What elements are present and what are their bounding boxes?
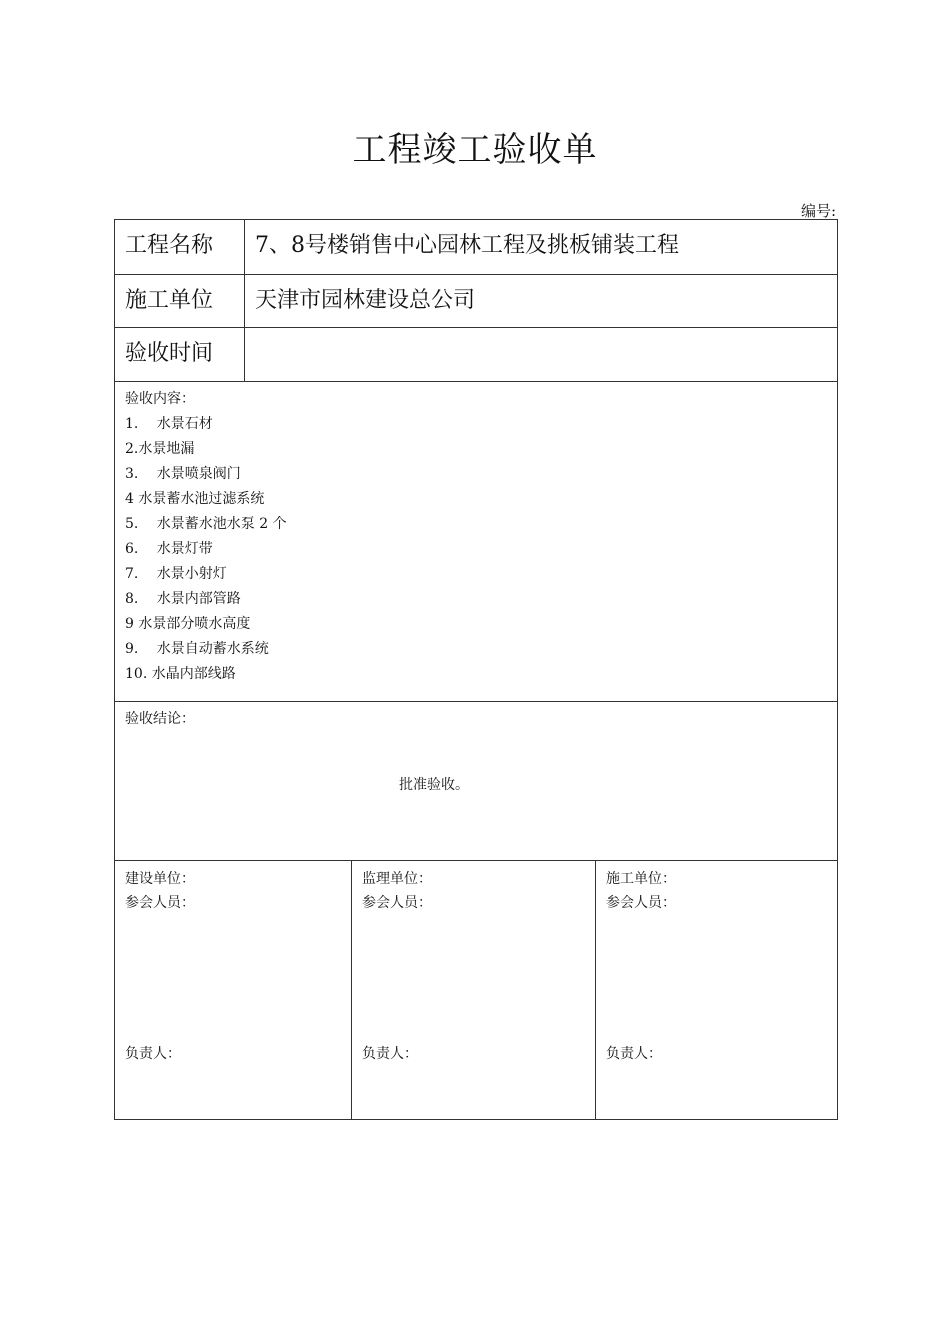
contractor-signature-cell bbox=[596, 861, 837, 1119]
list-item: 7. 水景小射灯 bbox=[125, 566, 227, 582]
signature-row bbox=[115, 861, 837, 1119]
content-row bbox=[115, 382, 837, 702]
responsible-label: 负责人： bbox=[125, 1046, 181, 1062]
list-item: 9. 水景自动蓄水系统 bbox=[125, 641, 269, 657]
responsible-label: 负责人： bbox=[606, 1046, 662, 1062]
list-item: 6. 水景灯带 bbox=[125, 541, 213, 557]
conclusion-text: 批准验收。 bbox=[399, 777, 469, 793]
project-name-value: 7、8号楼销售中心园林工程及挑板铺装工程 bbox=[255, 233, 679, 258]
acceptance-time-label: 验收时间 bbox=[115, 328, 245, 381]
acceptance-conclusion-section bbox=[115, 702, 837, 860]
serial-number-label: 编号: bbox=[800, 202, 836, 220]
owner-signature-cell bbox=[115, 861, 352, 1119]
project-name-row bbox=[115, 220, 837, 275]
attendees-label: 参会人员： bbox=[125, 895, 195, 911]
list-item: 5. 水景蓄水池水泵 2 个 bbox=[125, 516, 287, 532]
supervisor-signature-cell bbox=[352, 861, 596, 1119]
page-title: 工程竣工验收单 bbox=[352, 130, 598, 170]
acceptance-time-row bbox=[115, 328, 837, 382]
list-item: 9 水景部分喷水高度 bbox=[125, 616, 251, 632]
attendees-label: 参会人员： bbox=[606, 895, 676, 911]
contractor-value: 天津市园林建设总公司 bbox=[255, 288, 476, 313]
list-item: 2.水景地漏 bbox=[125, 441, 195, 457]
conclusion-header: 验收结论： bbox=[125, 711, 195, 727]
list-item: 10. 水晶内部线路 bbox=[125, 666, 236, 682]
list-item: 1. 水景石材 bbox=[125, 416, 213, 432]
unit-label: 监理单位： bbox=[362, 871, 432, 887]
project-name-label: 工程名称 bbox=[115, 220, 245, 274]
list-item: 8. 水景内部管路 bbox=[125, 591, 241, 607]
unit-label: 建设单位： bbox=[125, 871, 195, 887]
contractor-row bbox=[115, 275, 837, 328]
contractor-label: 施工单位 bbox=[115, 275, 245, 327]
acceptance-form-table bbox=[114, 219, 838, 1120]
list-item: 4 水景蓄水池过滤系统 bbox=[125, 491, 265, 507]
acceptance-time-value bbox=[245, 328, 837, 381]
acceptance-content-section bbox=[115, 382, 297, 701]
responsible-label: 负责人： bbox=[362, 1046, 418, 1062]
content-header: 验收内容： bbox=[125, 391, 195, 407]
conclusion-row bbox=[115, 702, 837, 861]
unit-label: 施工单位： bbox=[606, 871, 676, 887]
list-item: 3. 水景喷泉阀门 bbox=[125, 466, 241, 482]
attendees-label: 参会人员： bbox=[362, 895, 432, 911]
